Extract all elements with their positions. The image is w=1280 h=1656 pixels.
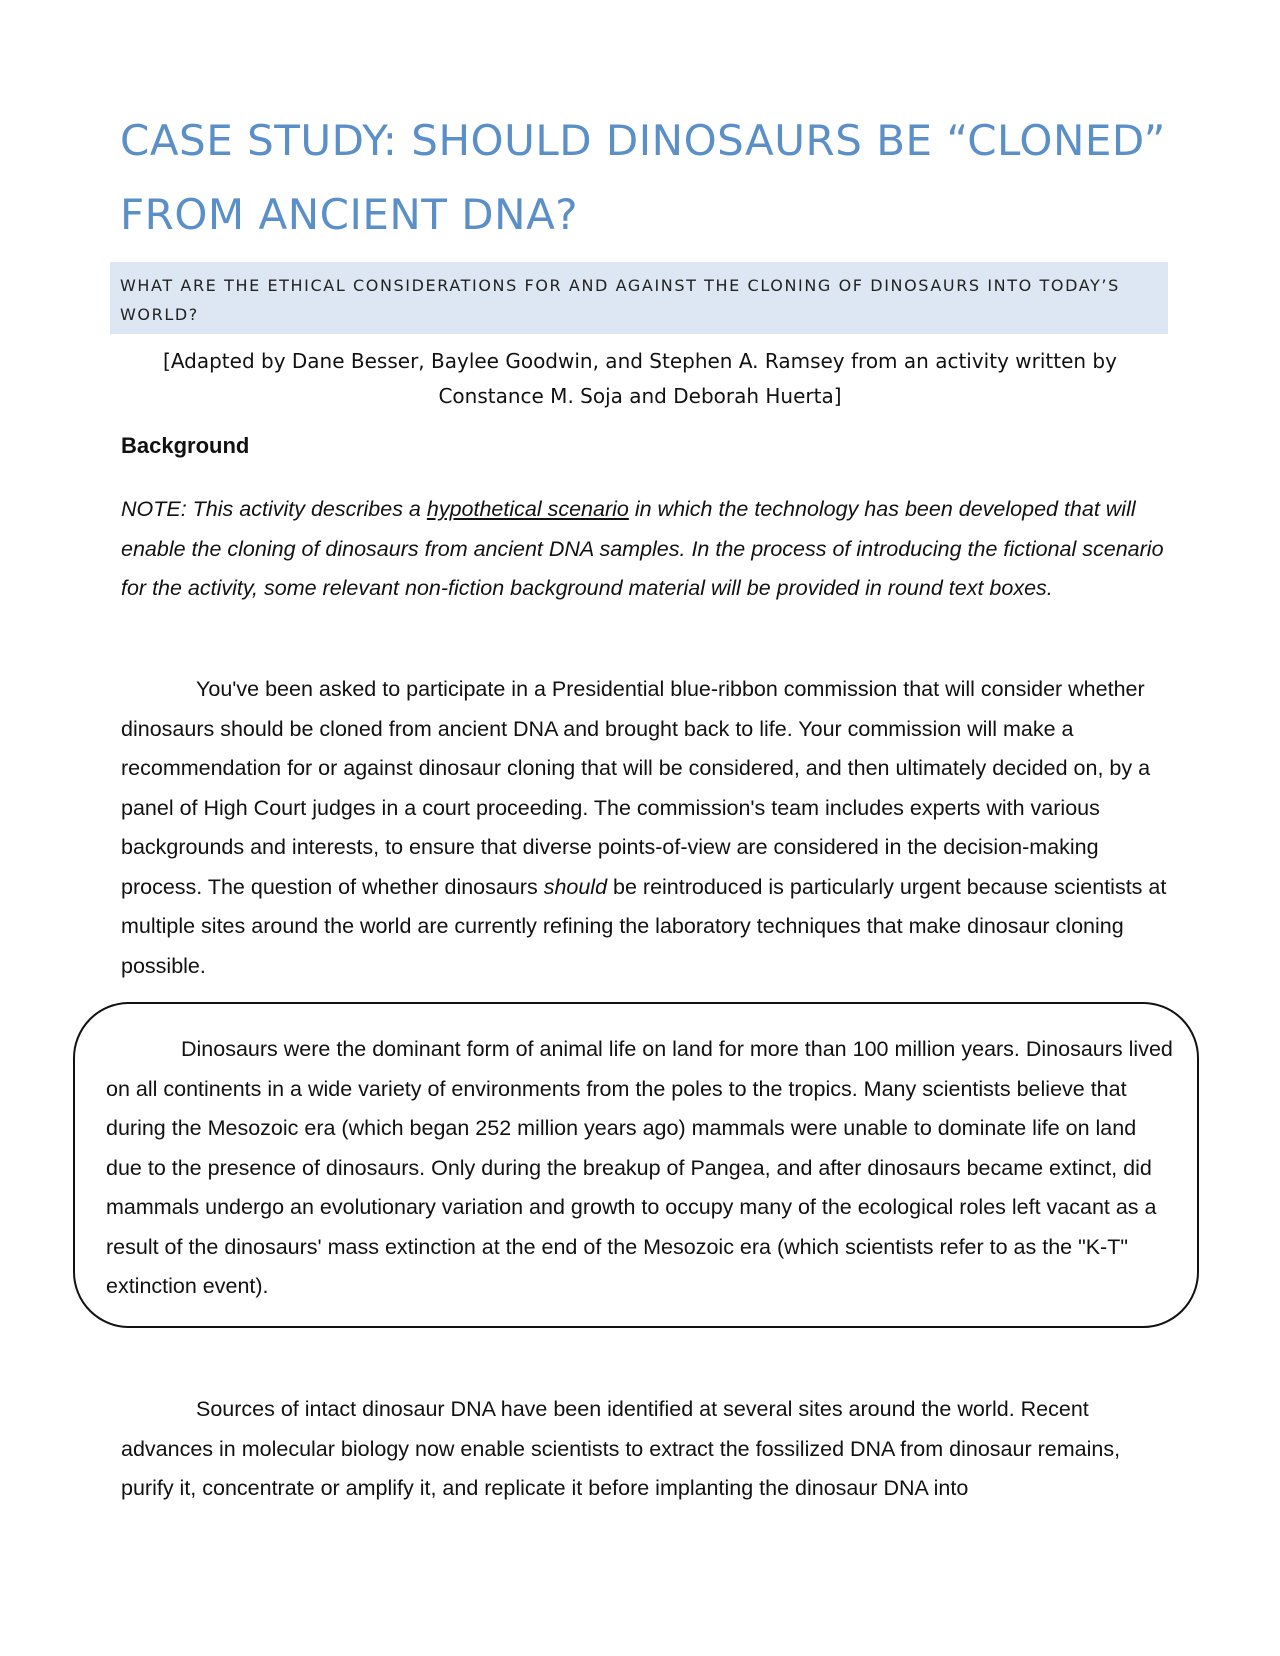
body-paragraph-2	[121, 1390, 1176, 1509]
note-underlined-phrase: hypothetical scenario	[426, 497, 629, 521]
note-paragraph	[121, 490, 1171, 609]
background-heading: Background	[121, 433, 250, 458]
subtitle: WHAT ARE THE ETHICAL CONSIDERATIONS FOR AND AGAINST THE CLONING OF DINOSAURS INTO TODAY’S WORLD?	[120, 276, 1120, 324]
note-text-end: in which the technology has been developed that will enable the cloning of dinosaurs from ancient DNA samples. In the process of introducing the fictional scenario for the activity, some relevant non-fiction background material will be provided in round text boxes.	[121, 497, 1164, 600]
attribution	[120, 344, 1160, 414]
page-title: CASE STUDY: SHOULD DINOSAURS BE “CLONED” FROM ANCIENT DNA?	[120, 116, 1166, 239]
note-text-start: NOTE: This activity describes a	[121, 497, 427, 521]
round-text-box-content	[106, 1030, 1174, 1307]
attribution-line-2: Constance M. Soja and Deborah Huerta]	[438, 384, 842, 408]
box-text: Dinosaurs were the dominant form of animal life on land for more than 100 million years. Dinosaurs lived on all continents in a wide variety of environments from the poles to the tropics. Many scientists believe that during the Mesozoic era (which began 252 million years ago) mammals were unable to dominate life on land due to the presence of dinosaurs. Only during the breakup of Pangea, and after dinosaurs became extinct, did mammals undergo an evolutionary variation and growth to occupy many of the ecological roles left vacant as a result of the dinosaurs' mass extinction at the end of the Mesozoic era (which scientists refer to as the "K-T" extinction event).	[106, 1037, 1173, 1298]
paragraph-1-emphasis: should	[543, 874, 608, 899]
body-paragraph-1	[121, 670, 1176, 986]
paragraph-2-text: Sources of intact dinosaur DNA have been identified at several sites around the world. Recent advances in molecular biology now enable scientists to extract the fossilized DNA from dinosaur remains, purify it, concentrate or amplify it, and replicate it before implanting the dinosaur DNA into	[121, 1397, 1121, 1500]
paragraph-1-text-end: be reintroduced is particularly urgent because scientists at multiple sites around the world are currently refining the laboratory techniques that make dinosaur cloning possible.	[121, 874, 1167, 978]
paragraph-1-text-start: You've been asked to participate in a Presidential blue-ribbon commission that will consider whether dinosaurs should be cloned from ancient DNA and brought back to life. Your commission will make a recommendation for or against dinosaur cloning that will be considered, and then ultimately decided on, by a panel of High Court judges in a court proceeding. The commission's team includes experts with various backgrounds and interests, to ensure that diverse points-of-view are considered in the decision-making process. The question of whether dinosaurs	[121, 677, 1151, 899]
attribution-line-1: [Adapted by Dane Besser, Baylee Goodwin, and Stephen A. Ramsey from an activity written by	[163, 349, 1117, 373]
